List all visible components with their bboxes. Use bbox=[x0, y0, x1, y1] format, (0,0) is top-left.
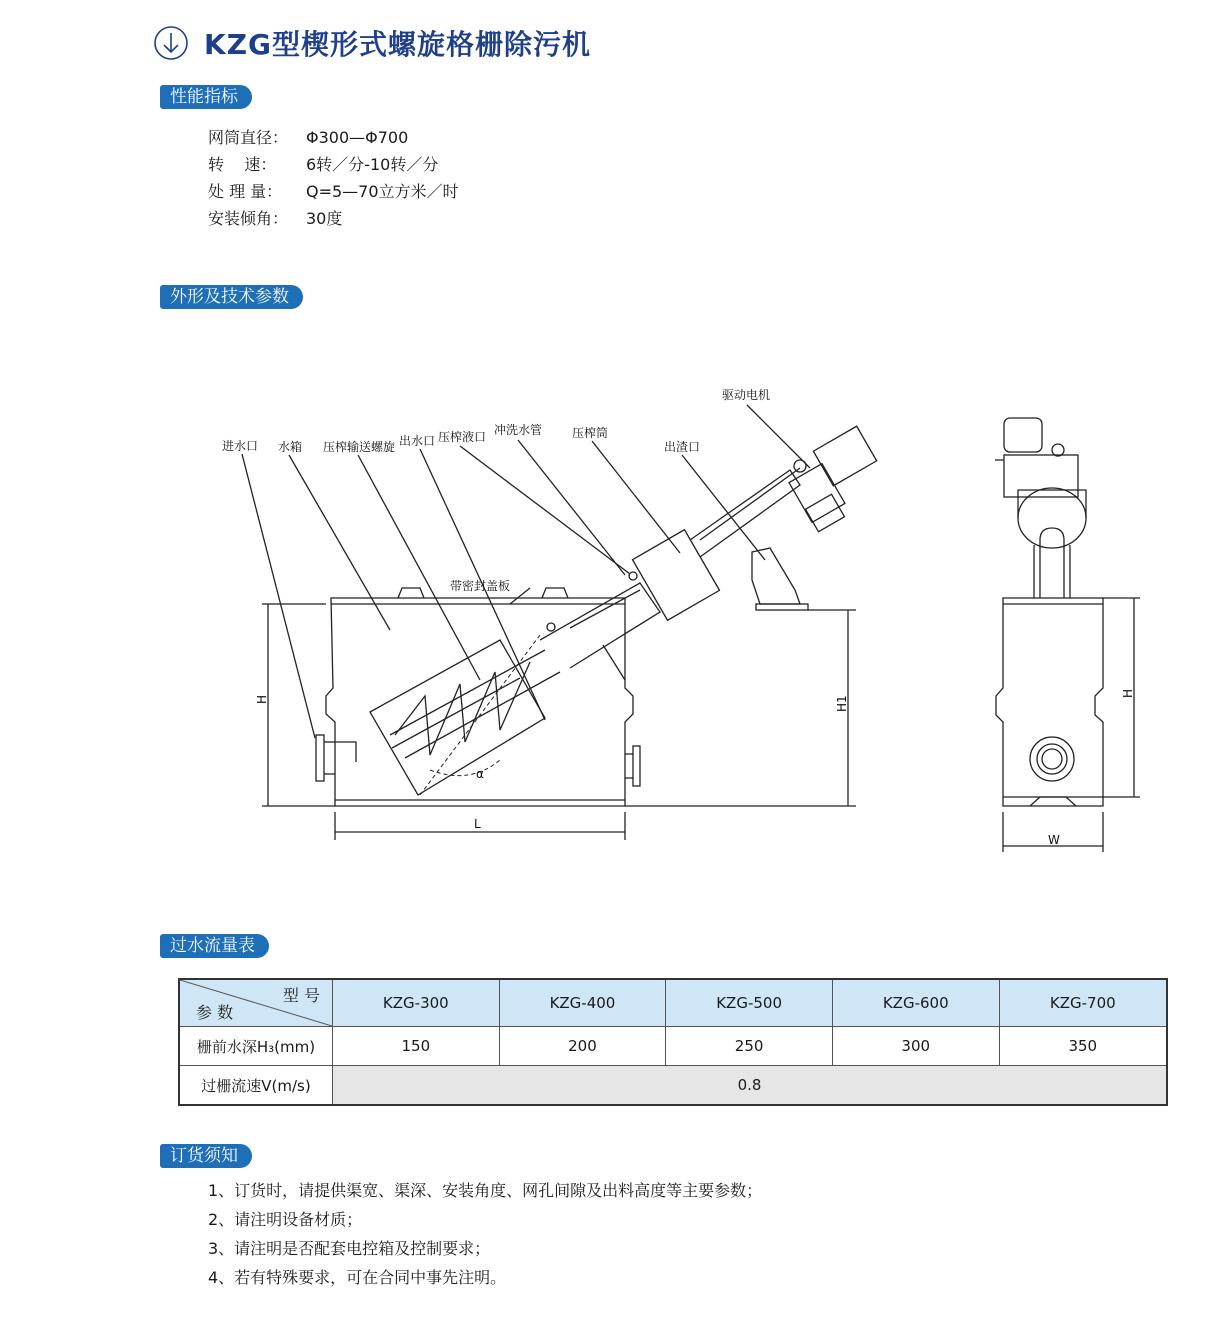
list-item: 3、请注明是否配套电控箱及控制要求； bbox=[208, 1239, 491, 1258]
corner-top: 型 号 bbox=[282, 986, 320, 1005]
dim-w: W bbox=[1048, 833, 1060, 847]
model-header: KZG-600 bbox=[832, 979, 999, 1027]
label-press-liquid: 压榨液口 bbox=[438, 430, 487, 444]
corner-bottom: 参 数 bbox=[196, 1003, 234, 1022]
page-title: KZG型楔形式螺旋格栅除污机 bbox=[204, 28, 591, 61]
title-bar bbox=[152, 20, 591, 66]
spec-value: Φ300—Φ700 bbox=[306, 128, 409, 147]
label-screw: 压榨输送螺旋 bbox=[323, 440, 396, 454]
spec-row bbox=[208, 205, 459, 232]
table-row bbox=[179, 1027, 1167, 1066]
down-arrow-circle-icon bbox=[152, 24, 190, 62]
label-flush-pipe: 冲洗水管 bbox=[494, 423, 543, 437]
model-header: KZG-400 bbox=[499, 979, 666, 1027]
label-outlet: 出水口 bbox=[399, 434, 436, 448]
model-header: KZG-500 bbox=[666, 979, 833, 1027]
spec-list bbox=[208, 124, 459, 232]
order-notes bbox=[208, 1176, 762, 1292]
label-tank: 水箱 bbox=[278, 440, 303, 454]
dim-h-main: H bbox=[255, 694, 269, 704]
spec-value: 6转／分-10转／分 bbox=[306, 155, 439, 174]
spec-label: 网筒直径： bbox=[208, 128, 289, 147]
list-item: 1、订货时，请提供渠宽、渠深、安装角度、网孔间隙及出料高度等主要参数； bbox=[208, 1181, 763, 1200]
spec-row bbox=[208, 178, 459, 205]
spec-value: 30度 bbox=[306, 209, 343, 228]
table-cell: 150 bbox=[333, 1027, 500, 1066]
table-cell: 300 bbox=[832, 1027, 999, 1066]
table-row bbox=[179, 1066, 1167, 1106]
section-tag-dimensions: 外形及技术参数 bbox=[160, 285, 303, 309]
model-header: KZG-300 bbox=[333, 979, 500, 1027]
label-cover: 带密封盖板 bbox=[450, 579, 511, 593]
model-header: KZG-700 bbox=[999, 979, 1167, 1027]
flow-table bbox=[178, 978, 1168, 1106]
list-item: 2、请注明设备材质； bbox=[208, 1210, 363, 1229]
section-tag-performance: 性能指标 bbox=[160, 85, 252, 109]
spec-row bbox=[208, 124, 459, 151]
spec-label: 转 速： bbox=[208, 155, 277, 174]
label-inlet: 进水口 bbox=[222, 439, 259, 453]
label-motor: 驱动电机 bbox=[722, 388, 771, 402]
table-cell: 350 bbox=[999, 1027, 1167, 1066]
spec-label: 安装倾角： bbox=[208, 209, 289, 228]
corner-cell bbox=[179, 979, 333, 1027]
spec-value: Q=5—70立方米／时 bbox=[306, 182, 459, 201]
spec-row bbox=[208, 151, 459, 178]
label-press-cylinder: 压榨筒 bbox=[572, 426, 609, 440]
table-header-row bbox=[179, 979, 1167, 1027]
section-tag-flow: 过水流量表 bbox=[160, 934, 269, 958]
row-label: 过栅流速V(m/s) bbox=[179, 1066, 333, 1106]
dim-h1: H1 bbox=[835, 695, 849, 712]
table-cell: 0.8 bbox=[333, 1066, 1168, 1106]
table-cell: 200 bbox=[499, 1027, 666, 1066]
angle-alpha: α bbox=[476, 767, 484, 781]
list-item: 4、若有特殊要求，可在合同中事先注明。 bbox=[208, 1268, 507, 1287]
label-slag-outlet: 出渣口 bbox=[664, 440, 701, 454]
spec-label: 处 理 量： bbox=[208, 182, 283, 201]
dim-l: L bbox=[474, 817, 481, 831]
table-cell: 250 bbox=[666, 1027, 833, 1066]
dim-h-side: H bbox=[1121, 688, 1135, 698]
section-tag-order: 订货须知 bbox=[160, 1144, 252, 1168]
technical-drawing bbox=[0, 340, 1224, 900]
row-label: 栅前水深H₃(mm) bbox=[179, 1027, 333, 1066]
